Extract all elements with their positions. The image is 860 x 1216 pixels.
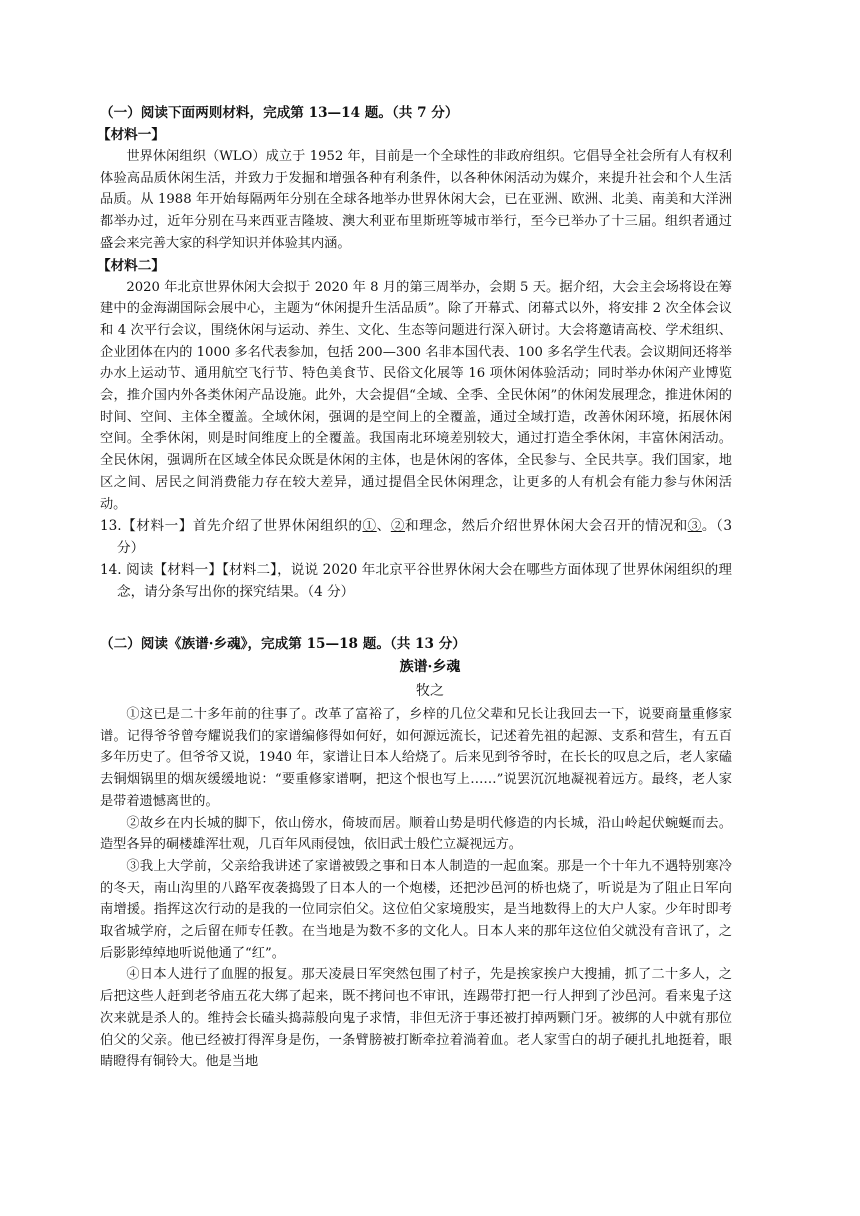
material-2-label: 【材料二】 (97, 257, 165, 274)
material-2-text: 2020 年北京世界休闲大会拟于 2020 年 8 月的第三周举办，会期 5 天。据介绍，大会主会场将设在筹建中的金海湖国际会展中心，主题为“休闲提升生活品质”。除了开幕式、闭幕式以外，将安排 2 次全体会议和 4 次平行会议，围绕休闲与运动、养生、文化、生态等问题进行深入研讨。大会将邀请高校、学术组织、企业团体在内的 1000 多名代表参加，包括 200—300 名非本国代表、100 多名学生代表。会议期间还将举办水上运动节、通用航空飞行节、特色美食节、民俗文化展等 16 项休闲体验活动；同时举办休闲产业博览会，推介国内外各类休闲产品设施。此外，大会提倡“全域、全季、全民休闲”的休闲发展理念，推进休闲的时间、空间、主体全覆盖。全域休闲，强调的是空间上的全覆盖，通过全域打造，改善休闲环境，拓展休闲空间。全季休闲，则是时间维度上的全覆盖。我国南北环境差别较大，通过打造全季休闲，丰富休闲活动。全民休闲，强调所在区域全体民众既是休闲的主体，也是休闲的客体，全民参与、全民共享。我们国家，地区之间、居民之间消费能力存在较大差异，通过提倡全民休闲理念，让更多的人有机会有能力参与休闲活动。 (100, 279, 732, 512)
blank-1: ① (362, 518, 377, 535)
article-body (100, 704, 732, 1073)
article-paragraph-1: ①这已是二十多年前的往事了。改革了富裕了，乡梓的几位父辈和兄长让我回去一下，说要商量重修家谱。记得爷爷曾夸耀说我们的家谱编修得如何好，如何源远流长，记述着先祖的起源、支系和营生，有五百多年历史了。但爷爷又说，1940 年，家谱让日本人给烧了。后来见到爷爷时，在长长的叹息之后，老人家磕去铜烟锅里的烟灰缓缓地说：“要重修家谱啊，把这个恨也写上……”说罢沉沉地凝视着远方。最终，老人家是带着遗憾离世的。 (100, 707, 732, 809)
section-1-heading: （一）阅读下面两则材料，完成第 13—14 题。（共 7 分） (100, 105, 459, 121)
article-paragraph-4: ④日本人进行了血腥的报复。那天凌晨日军突然包围了村子，先是挨家挨户大搜捕，抓了二十多人，之后把这些人赶到老爷庙五花大绑了起来，既不拷问也不审讯，连踢带打把一行人押到了沙邑河。看来鬼子这次来就是杀人的。维持会长磕头捣蒜般向鬼子求情，非但无济于事还被打掉两颗门牙。被绑的人中就有那位伯父的父亲。他已经被打得浑身是伤，一条臂膀被打断牵拉着淌着血。老人家雪白的胡子硬扎扎地挺着，眼睛瞪得有铜铃大。他是当地 (100, 967, 732, 1070)
article-paragraph-2: ②故乡在内长城的脚下，依山傍水，倚坡而居。顺着山势是明代修造的内长城，沿山岭起伏蜿蜒而去。造型各异的硐楼雄浑壮观，几百年风雨侵蚀，依旧武士般伫立凝视远方。 (100, 815, 732, 853)
question-13-part-c: 、 (376, 518, 391, 535)
article-paragraph-3: ③我上大学前，父亲给我讲述了家谱被毁之事和日本人制造的一起血案。那是一个十年九不遇特别寒冷的冬天，南山沟里的八路军夜袭捣毁了日本人的一个炮楼，还把沙邑河的桥也烧了，听说是为了阻止日军向南增援。指挥这次行动的是我的一位同宗伯父。这位伯父家境殷实，是当地数得上的大户人家。少年时即考取省城学府，之后留在师专任教。在当地是为数不多的文化人。日本人来的那年这位伯父就没有音讯了，之后影影绰绰地听说他通了“红”。 (100, 858, 732, 961)
question-13-part-e: 。（3 分） (117, 518, 733, 557)
material-1-label: 【材料一】 (97, 127, 165, 143)
blank-2: ② (390, 518, 405, 535)
material-1-text: 世界休闲组织（WLO）成立于 1952 年，目前是一个全球性的非政府组织。它倡导全社会所有人有权利体验高品质休闲生活，并致力于发掘和增强各种有利条件，以各种休闲活动为媒介，来提升社会和个人生活品质。从 1988 年开始每隔两年分别在全球各地举办世界休闲大会，已在亚洲、欧洲、北美、南美和大洋洲都举办过，近年分别在马来西亚吉隆坡、澳大利亚布里斯班等城市举行，至今已举办了十三届。组织者通过盛会来完善大家的科学知识并体验其内涵。 (100, 149, 732, 251)
question-13-part-d: 和理念，然后介绍世界休闲大会召开的情况和 (404, 518, 688, 535)
section-1 (97, 102, 733, 603)
question-14: 14. 阅读【材料一】【材料二】，说说 2020 年北京平谷世界休闲大会在哪些方面体现了世界休闲组织的理念，请分条写出你的探究结果。（4 分） (100, 562, 732, 601)
article-author: 牧之 (416, 683, 444, 699)
question-13-part-a: 13.【材料一】首先介绍了世界休闲组织的 (100, 518, 363, 535)
section-2-heading-block (100, 633, 732, 655)
blank-3: ③ (687, 518, 702, 535)
article-title: 族谱·乡魂 (399, 659, 461, 675)
question-13 (100, 515, 732, 559)
section-2-heading: （二）阅读《族谱·乡魂》，完成第 15—18 题。（共 13 分） (100, 636, 466, 652)
